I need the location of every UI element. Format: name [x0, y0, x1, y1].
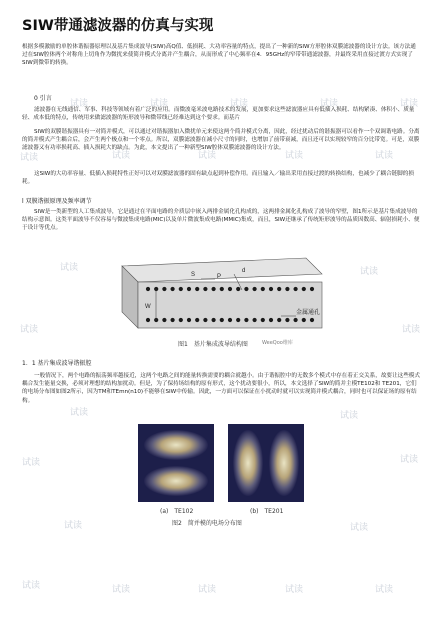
watermark-text: 试读 — [64, 521, 83, 531]
te201-lobe-left — [233, 430, 263, 496]
metal-via-hole — [277, 318, 281, 322]
metal-via-hole — [162, 318, 166, 322]
metal-via-hole — [285, 287, 289, 291]
watermark-text: 试读 — [375, 151, 394, 161]
watermark-text: 试读 — [320, 99, 339, 109]
te201-field-plot — [228, 424, 304, 502]
section-heading-1-1: 1．1 基片集成波导谐振腔 — [22, 360, 92, 367]
metal-via-hole — [212, 287, 216, 291]
te201-lobe-right — [269, 430, 299, 496]
watermark-text: 试读 — [375, 585, 394, 595]
section-heading-1: l 双膜谐振原理及频率调节 — [22, 198, 92, 205]
metal-via-hole — [162, 287, 166, 291]
metal-via-hole — [302, 287, 306, 291]
metal-via-hole — [261, 287, 265, 291]
te102-lobe-bottom — [144, 466, 208, 496]
metal-via-hole — [269, 287, 273, 291]
figure-1-caption: 图1 基片集成波导结构图 — [178, 341, 248, 348]
watermark-text: 试读 — [22, 458, 41, 468]
watermark-text: 试读 — [340, 411, 359, 421]
watermark-text: 试读 — [400, 99, 419, 109]
metal-via-hole — [253, 318, 257, 322]
metal-via-hole — [220, 287, 224, 291]
metal-via-hole — [253, 287, 257, 291]
metal-via-hole — [228, 318, 232, 322]
watermark-text: 试读 — [350, 523, 369, 533]
metal-via-hole — [171, 318, 175, 322]
metal-via-hole — [187, 318, 191, 322]
watermark-text: 试读 — [198, 151, 217, 161]
metal-via-hole — [269, 318, 273, 322]
siw-structure-figure — [116, 244, 328, 332]
watermark-text: 试读 — [112, 585, 131, 595]
watermark-text: 试读 — [70, 408, 89, 418]
watermark-text: 试读 — [60, 263, 79, 273]
intro-paragraph-2: SIW的双膜谐振器具有一对简并模式，可以通过对谐振器加入微扰单元来使这两个简并模式分离，因此，经过扰动后的谐振器可以看作一个双调谐电路。分离的简并模式产生耦合后，会产生两个极点和一个零点。所以，双膜滤波器在减小尺寸的同时，也增加了前带衰减，而且还可以实现较窄的百分比带宽。可是，双膜滤波器又有功率损耗高、插入损耗大的缺点。为此，本文提出了一种新型SIW腔体双膜滤波器的设计方法。 — [22, 129, 420, 152]
metal-via-hole — [261, 318, 265, 322]
metal-via-hole — [294, 287, 298, 291]
watermark-text: 试读 — [285, 151, 304, 161]
label-w: W — [145, 304, 151, 310]
abstract-paragraph: 根据多模激励的单腔体谐振器原理以及基片集成波导(SIW)高Q值、低损耗、大功率容量的特点，提出了一种新的SIW方形腔体双膜滤波器的设计方法。该方法通过在SIW腔体两个对称角上切角作为微扰来使简并模式分离并产生耦合，从而形成了中心频率在4．95GHz的窄带带通滤波器，并最终采用直接过渡方式实现了SIW到微带的转换。 — [22, 44, 416, 67]
metal-via-hole — [244, 318, 248, 322]
label-s: S — [191, 272, 196, 278]
watermark-text: 试读 — [360, 267, 379, 277]
te102-label: (a) TE102 — [160, 508, 194, 515]
te102-lobe-top — [144, 430, 208, 460]
metal-via-hole — [203, 318, 207, 322]
metal-via-hole — [187, 287, 191, 291]
te102-field-plot — [138, 424, 214, 502]
watermark-text: 试读 — [285, 585, 304, 595]
metal-via-hole — [212, 318, 216, 322]
watermark-text: 试读 — [400, 455, 419, 465]
metal-via-hole — [195, 287, 199, 291]
metal-via-hole — [171, 287, 175, 291]
substrate-top-face — [122, 258, 322, 282]
body-paragraph-resonator: 一般情况下，两个电路的振荡频率越接近，这两个电路之间的能量转换需要的耦合就越小。由于谐振腔中的无数多个模式中存在着正交关系，故要让这些模式耦合发生能量交换，必须对理想的结构加扰动。但是，为了保持场结构的原有形式，这个扰动要很小，所以，本文选择了SIW的简并主模TE102和 TE201，它们的电场分布图如图2所示，因为TM和TEmn(n10)不能够在SIW中传输。因此，一方面可以保证在小扰动时就可以实现简并模式耦合，同时也可以保证场的原有结构。 — [22, 373, 420, 404]
metal-via-hole — [277, 287, 281, 291]
metal-via-hole — [228, 287, 232, 291]
metal-via-hole — [146, 318, 150, 322]
metal-via-hole — [310, 318, 314, 322]
metal-via-hole — [179, 287, 183, 291]
page-title: SIW带通滤波器的仿真与实现 — [22, 18, 214, 34]
watermark-text: 试读 — [20, 325, 39, 335]
via-row-bottom — [146, 318, 314, 322]
metal-via-hole — [302, 318, 306, 322]
metal-via-hole — [310, 287, 314, 291]
label-metal-via: 金属通孔 — [296, 310, 321, 316]
metal-via-hole — [203, 287, 207, 291]
intro-paragraph-1: 滤波器在无线通信、军事、科技等领域有着广泛的应用。而微波毫米波电路技术的发展，更加要求这些滤波器应具有低插入损耗、结构紧凑、体积小、质量轻、成本低的特点，传统用来做滤波器的矩形波导和微带线已经难达到这个要求。而基片 — [22, 107, 415, 122]
watermark-text: 试读 — [70, 99, 89, 109]
section-heading-intro: 0 引言 — [34, 95, 52, 102]
watermark-text: 试读 — [150, 99, 169, 109]
metal-via-hole — [179, 318, 183, 322]
metal-via-hole — [285, 318, 289, 322]
figure-2-caption: 图2 简并模的电场分布图 — [172, 520, 242, 527]
watermark-text: 试读 — [112, 151, 131, 161]
watermark-text: 试读 — [198, 585, 217, 595]
watermark-text: 试读 — [20, 153, 39, 163]
watermark-text: 试读 — [402, 325, 421, 335]
watermark-text: 试读 — [230, 99, 249, 109]
metal-via-hole — [220, 318, 224, 322]
body-paragraph-siw: SIW是一类新型的人工集成波导，它是通过在平面电路的介质层中嵌入两排金属化孔构成的，这两排金属化孔构成了波导的窄壁，图1所示是基片集成波导的结构示意图。这类平面波导不仅容易与微波集成电路(MIC)以及单片微波集成电路(MMIC)集成，而且，SIW还继承了传统矩形波导的品质因数高、辐射损耗小、便于设计等优点。 — [22, 209, 420, 232]
metal-via-hole — [294, 318, 298, 322]
label-p: P — [217, 274, 222, 280]
label-d: d — [242, 268, 246, 274]
intro-paragraph-3: 这SIW的大功率容量、低插入损耗特性正好可以对双膜滤波器的固有缺点起到补偿作用。而且输入／输出采用直接过渡的转换结构，也减少了耦合链脚的损耗。 — [22, 171, 414, 186]
te201-label: (b) TE201 — [250, 508, 284, 515]
metal-via-hole — [146, 287, 150, 291]
via-row-top — [146, 287, 314, 291]
watermark-text: 试读 — [22, 581, 41, 591]
metal-via-hole — [244, 287, 248, 291]
metal-via-hole — [236, 287, 240, 291]
metal-via-hole — [195, 318, 199, 322]
figure-1-credit: WeeQoo维库 — [262, 340, 293, 346]
metal-via-hole — [236, 318, 240, 322]
